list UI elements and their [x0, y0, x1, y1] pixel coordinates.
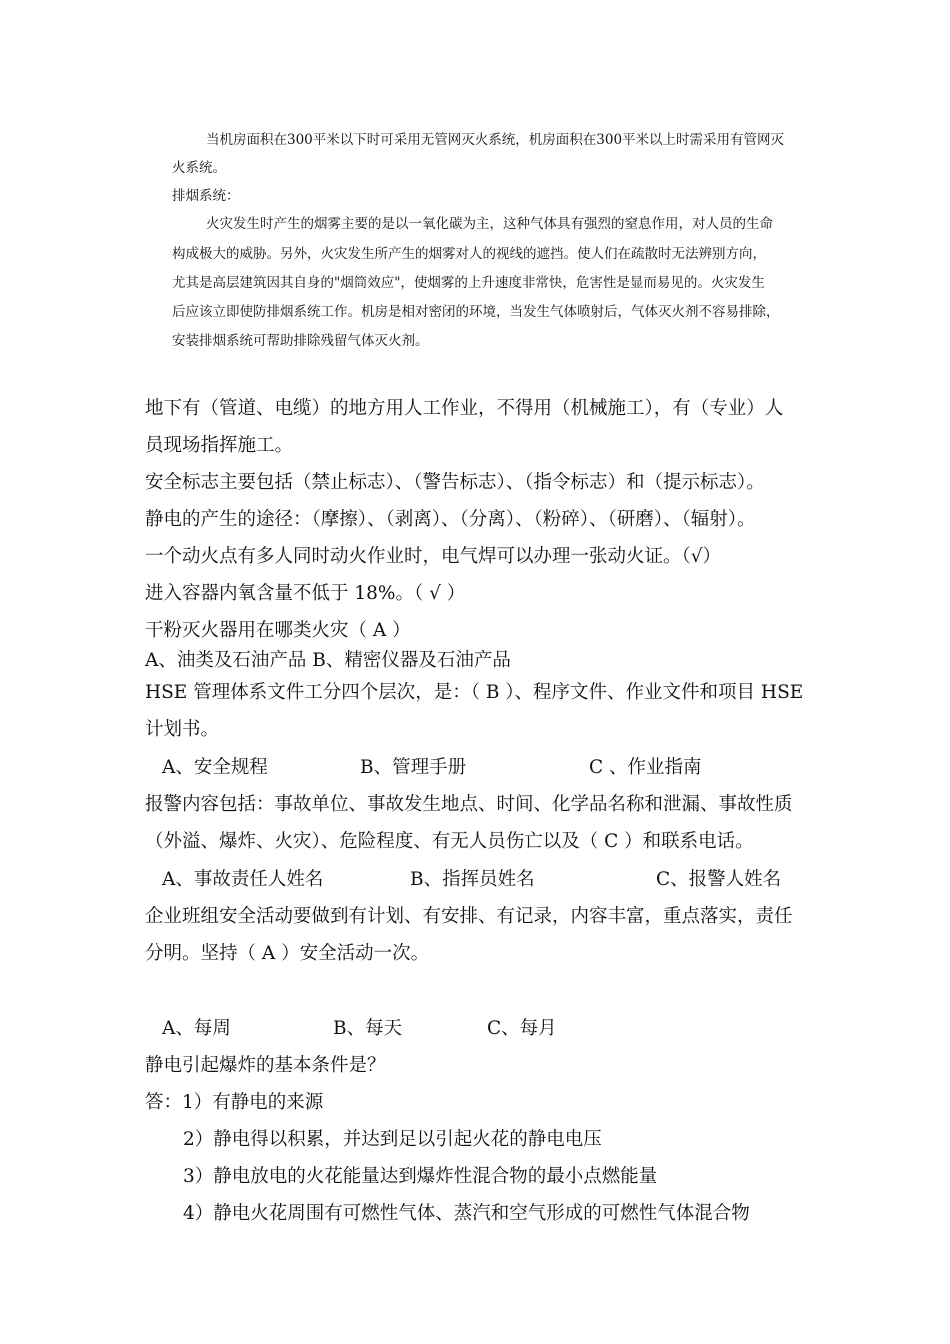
- paragraph-line: 火系统。: [172, 160, 226, 176]
- paragraph-line: 火灾发生时产生的烟雾主要的是以一氧化碳为主，这种气体具有强烈的窒息作用，对人员的生命: [206, 216, 773, 232]
- option-c: C、每月: [487, 1018, 557, 1039]
- paragraph-line: 当机房面积在300平米以下时可采用无管网灭火系统，机房面积在300平米以上时需采用有管网灭: [206, 132, 785, 148]
- option-b: B、指挥员姓名: [410, 869, 535, 890]
- question-line: 静电的产生的途径：（摩擦）、（剥离）、（分离）、（粉碎）、（研磨）、（辐射）。: [145, 509, 756, 530]
- answer-line: 4）静电火花周围有可燃性气体、蒸汽和空气形成的可燃性气体混合物: [183, 1203, 750, 1224]
- option-a: A、每周: [162, 1018, 231, 1039]
- answer-line: 2）静电得以积累，并达到足以引起火花的静电电压: [183, 1129, 602, 1150]
- question-line: （外溢、爆炸、火灾）、危险程度、有无人员伤亡以及（ C ）和联系电话。: [145, 831, 754, 852]
- question-line: 安全标志主要包括（禁止标志）、（警告标志）、（指令标志）和（提示标志）。: [145, 472, 765, 493]
- paragraph-line: 构成极大的威胁。另外，火灾发生所产生的烟雾对人的视线的遮挡。使人们在疏散时无法辨别方向，: [172, 246, 766, 262]
- question-line: 静电引起爆炸的基本条件是？: [145, 1055, 386, 1076]
- question-line: 报警内容包括：事故单位、事故发生地点、时间、化学品名称和泄漏、事故性质: [145, 794, 793, 815]
- question-line: 干粉灭火器用在哪类火灾（ A ）: [145, 620, 411, 641]
- option-c: C、报警人姓名: [656, 869, 782, 890]
- answer-line: 答：1）有静电的来源: [145, 1092, 324, 1113]
- option-b: B、每天: [333, 1018, 403, 1039]
- section-heading: 排烟系统：: [172, 188, 240, 204]
- question-line: 分明。坚持（ A ）安全活动一次。: [145, 943, 430, 964]
- question-line: 计划书。: [145, 719, 220, 740]
- option-line: A、油类及石油产品 B、精密仪器及石油产品: [145, 650, 511, 671]
- paragraph-line: 尤其是高层建筑因其自身的"烟筒效应"，使烟雾的上升速度非常快，危害性是显而易见的。火灾发生: [172, 275, 765, 291]
- question-line: 进入容器内氧含量不低于 18%。（ √ ）: [145, 583, 466, 604]
- answer-line: 3）静电放电的火花能量达到爆炸性混合物的最小点燃能量: [183, 1166, 658, 1187]
- question-line: 员现场指挥施工。: [145, 435, 294, 456]
- option-a: A、安全规程: [162, 757, 268, 778]
- paragraph-line: 安装排烟系统可帮助排除残留气体灭火剂。: [172, 333, 429, 349]
- question-line: HSE 管理体系文件工分四个层次，是：（ B ）、程序文件、作业文件和项目 HSE: [145, 682, 804, 703]
- option-a: A、事故责任人姓名: [162, 869, 324, 890]
- question-line: 一个动火点有多人同时动火作业时，电气焊可以办理一张动火证。（√）: [145, 546, 722, 567]
- option-b: B、管理手册: [360, 757, 467, 778]
- option-c: C 、作业指南: [589, 757, 702, 778]
- question-line: 地下有（管道、电缆）的地方用人工作业，不得用（机械施工），有（专业）人: [145, 398, 784, 419]
- question-line: 企业班组安全活动要做到有计划、有安排、有记录，内容丰富，重点落实，责任: [145, 906, 793, 927]
- paragraph-line: 后应该立即使防排烟系统工作。机房是相对密闭的环境，当发生气体喷射后，气体灭火剂不容易排除，: [172, 304, 780, 320]
